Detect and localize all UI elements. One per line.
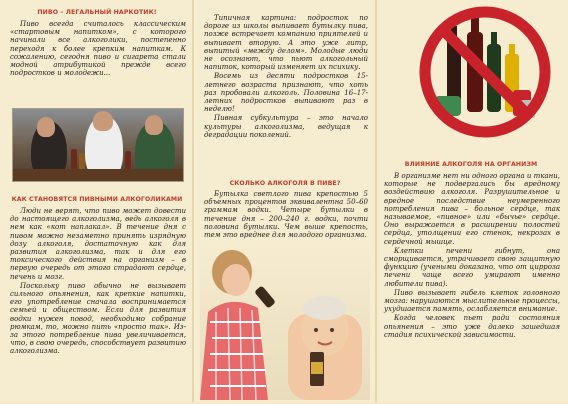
paragraph: Восемь из десяти подростков 15-летнего возраста признают, что хоть раз пробовали алкоголь. Половина 16–17-летних подростков выпивают раз в неделю!	[204, 72, 368, 114]
paragraph: Бутылка светлого пива крепостью 5 объемных процентов эквивалентна 50–60 граммам водки. Четыре бутылки в течение дня – 200–240 г. водки, почти половина бутылки. Чем выше крепость, тем это вреднее для молодого организма.	[204, 190, 368, 240]
paragraph: Пиво вызывает гибель клеток головного мозга: нарушаются мыслительные процессы, ухудшается память, ослабляется внимание.	[384, 288, 560, 314]
no-alcohol-sign-icon	[417, 4, 554, 140]
text-block	[204, 190, 368, 240]
text-block	[204, 14, 368, 140]
heading-beer-legal-drug: ПИВО – ЛЕГАЛЬНЫЙ НАРКОТИК!	[37, 9, 157, 16]
text-block	[10, 20, 186, 78]
column-left	[4, 0, 190, 402]
text-block	[384, 172, 560, 340]
photo-children-drinking	[200, 242, 370, 400]
heading-alcohol-effect-on-body: ВЛИЯНИЕ АЛКОГОЛЯ НА ОРГАНИЗМ	[404, 161, 538, 168]
paragraph: Когда человек пьет ради состояния опьянения – это уже далеко зашедшая стадия психической зависимости.	[384, 314, 560, 339]
fold-line	[192, 0, 194, 402]
paragraph: Клетки печени гибнут, она сморщивается, утрачивает свою защитную функцию (учеными доказано, что от цирроза печени чаще всего умирают именно любители пива).	[384, 246, 560, 288]
fold-line	[375, 0, 377, 402]
heading-how-become-alcoholics: КАК СТАНОВЯТСЯ ПИВНЫМИ АЛКОГОЛИКАМИ	[11, 196, 183, 203]
paragraph: Типичная картина: подросток по дороге из школы выпивает бутылку пива, позже встречает компанию приятелей и выпивает вторую. А это уже литр, выпитый «между делом». Молодые люди не осознают, что пьют алкогольный напиток, который изменяет их психику.	[204, 14, 368, 72]
text-block	[10, 207, 186, 357]
paragraph: Пиво всегда считалось классическим «стартовым напитком», с которого начинали все алкоголики, постепенно переходя к более крепким напиткам. К сожалению, сегодня пиво и сигарета стали модной атрибутикой прежде всего подростков и молодежи...	[10, 20, 186, 78]
paragraph: Пивная субкультура – это начало культуры алкоголизма, ведущая к деградации поколений.	[204, 114, 368, 139]
heading-how-much-alcohol: СКОЛЬКО АЛКОГОЛЯ В ПИВЕ?	[229, 180, 341, 187]
paragraph: В организме нет ни одного органа и ткани, которые не подвергались бы вредному воздействию алкоголя. Разрушительное и вредное последствие неумеренного потребления пива – больное сердце, так называемое, «пивное» или «бычье» сердце. Оно выражается в расширении полостей сердца, утолщении его стенок, некрозах в сердечной мышце.	[384, 172, 560, 246]
photo-young-men-drinking	[12, 108, 184, 182]
paragraph: Поскольку пиво обычно не вызывает сильного опьянения, как крепкие напитки, его употребление сначала воспринимается семьей и обществом. Если для развития водки нужен повод, необходимо собрание рюмкам, то, можно пить «просто так». Из-за этого потребление пива увеличивается, что, в свою очередь, способствует развитию алкоголизма.	[10, 281, 186, 356]
paragraph: Люди не верят, что пиво может довести до настоящего алкоголизма, ведь алкоголя в нем как «кот наплакал». В течение дня с пивом можно незаметно принять изрядную дозу алкоголя, достаточную как для развития алкоголизма, так и для его токсического действия на организм – в первую очередь от этого страдают сердце, печень и мозг.	[10, 207, 186, 281]
